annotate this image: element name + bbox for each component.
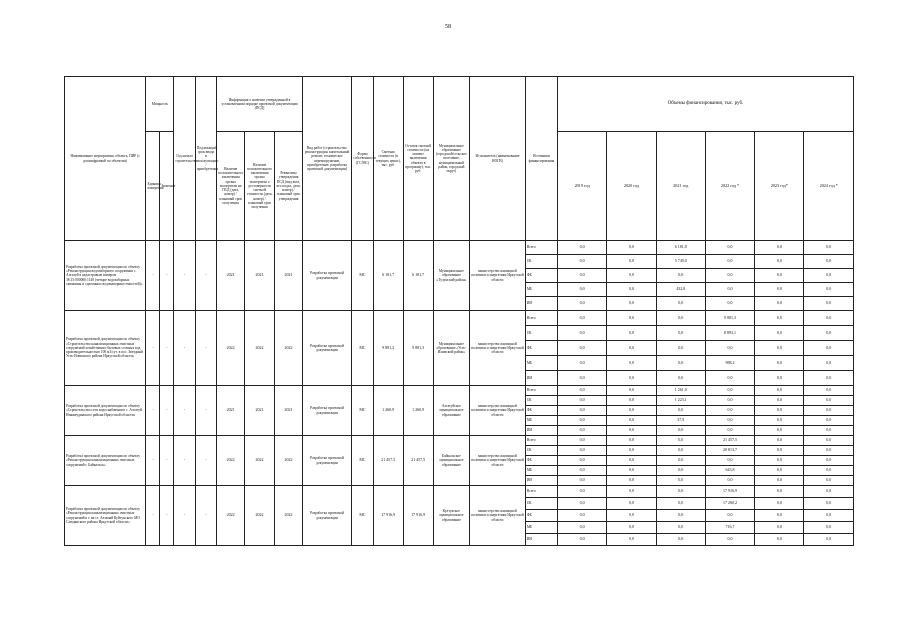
remaining: 6 181,7	[403, 241, 433, 311]
source-label: ИИ	[525, 534, 557, 546]
amount-cell: 0,0	[607, 534, 656, 546]
financing-table	[64, 76, 854, 546]
amount-cell: 0,0	[607, 446, 656, 456]
amount-cell: 0,0	[804, 241, 854, 255]
amount-cell: 988,2	[705, 356, 754, 371]
col-municipality: Муниципальное образование (городской/сельское поселение, муниципальный район, городской округ)	[433, 77, 469, 241]
amount-cell: 0,0	[705, 241, 754, 255]
amount-cell: 0,0	[804, 456, 854, 466]
col-psd-cost: Наличие положительного заключения органа экспертизы о достоверности сметной стоимости (дата, номер) / плановый срок получения	[245, 132, 275, 241]
amount-cell: 0,0	[607, 297, 656, 311]
amount-cell: 0,0	[705, 297, 754, 311]
source-label: МБ	[525, 522, 557, 534]
source-label: ОБ	[525, 255, 557, 269]
amount-cell: 0,0	[607, 269, 656, 283]
amount-cell: 0,0	[656, 466, 705, 476]
amount-cell: 21 457,5	[705, 436, 754, 446]
amount-cell: 0,0	[557, 446, 606, 456]
amount-cell: 0,0	[607, 356, 656, 371]
amount-cell: 0,0	[804, 436, 854, 446]
source-label: ОБ	[525, 498, 557, 510]
amount-cell: 0,0	[656, 297, 705, 311]
amount-cell: 0,0	[755, 510, 804, 522]
col-capacity-unit: Единица измерения	[146, 132, 160, 241]
source-label: Всего	[525, 386, 557, 396]
amount-cell: 0,0	[804, 466, 854, 476]
amount-cell: 0,0	[755, 283, 804, 297]
amount-cell: 0,0	[607, 241, 656, 255]
table-row	[65, 436, 854, 446]
amount-cell: 0,0	[557, 356, 606, 371]
amount-cell: 0,0	[705, 476, 754, 486]
amount-cell: 0,0	[705, 406, 754, 416]
amount-cell: 17 916,9	[705, 486, 754, 498]
amount-cell: 0,0	[607, 396, 656, 406]
amount-cell: 0,0	[804, 498, 854, 510]
psd-approval: 2021	[275, 241, 303, 311]
year-deadline: -	[195, 311, 216, 386]
amount-cell: 17 200,2	[705, 498, 754, 510]
amount-cell: 0,0	[607, 386, 656, 396]
amount-cell: 0,0	[557, 534, 606, 546]
source-label: ИИ	[525, 476, 557, 486]
amount-cell: 0,0	[656, 269, 705, 283]
amount-cell: 0,0	[557, 297, 606, 311]
amount-cell: 716,7	[705, 522, 754, 534]
capacity-unit: -	[146, 436, 160, 486]
capacity-value: -	[160, 486, 174, 546]
year-start: -	[174, 486, 195, 546]
source-label: ОБ	[525, 326, 557, 341]
amount-cell: 8 893,1	[705, 326, 754, 341]
col-name: Наименование мероприятия, объекта, ПИР (с расшифровкой по объектам)	[65, 77, 146, 241]
estimate: 21 457,5	[373, 436, 403, 486]
capacity-unit: -	[146, 386, 160, 436]
executor: министерство жилищной политики и энергетики Иркутской области	[470, 436, 526, 486]
amount-cell: 0,0	[656, 446, 705, 456]
amount-cell: 0,0	[557, 510, 606, 522]
col-year-2022: 2022 год *	[705, 132, 754, 241]
amount-cell: 0,0	[607, 466, 656, 476]
capacity-value: -	[160, 311, 174, 386]
municipality: Алгатуйское муниципальное образование	[433, 386, 469, 436]
table-row	[65, 311, 854, 326]
amount-cell: 0,0	[557, 241, 606, 255]
amount-cell: 0,0	[804, 396, 854, 406]
amount-cell: 0,0	[607, 283, 656, 297]
municipality: Муниципальное образование «Тулунский район»	[433, 241, 469, 311]
amount-cell: 0,0	[557, 486, 606, 498]
amount-cell: 0,0	[656, 341, 705, 356]
object-name: Разработка проектной документации по объекту «Реконструкция водозаборного сооружения с. Алгатуй в кадастровым номером 38:15:000000:1148 (четыре водозаборных скважины и сдвоенных водонапорных емкостей)»	[65, 241, 146, 311]
source-label: ФБ	[525, 510, 557, 522]
work-type: Разработка проектной документации	[302, 241, 351, 311]
amount-cell: 0,0	[804, 326, 854, 341]
amount-cell: 0,0	[804, 534, 854, 546]
col-sources: Источники финансирования	[525, 77, 557, 241]
col-executor: Исполнитель (наименование ИОГВ)	[470, 77, 526, 241]
amount-cell: 0,0	[557, 269, 606, 283]
source-label: Всего	[525, 311, 557, 326]
psd-approval: 2021	[275, 386, 303, 436]
work-type: Разработка проектной документации	[302, 311, 351, 386]
psd-expertise: 2021	[217, 241, 245, 311]
estimate: 6 181,7	[373, 241, 403, 311]
year-deadline: -	[195, 241, 216, 311]
capacity-value: -	[160, 386, 174, 436]
amount-cell: 0,0	[557, 386, 606, 396]
year-deadline: -	[195, 436, 216, 486]
psd-cost: 2021	[245, 241, 275, 311]
executor: министерство жилищной политики и энергетики Иркутской области	[470, 386, 526, 436]
executor: министерство жилищной политики и энергетики Иркутской области	[470, 241, 526, 311]
ownership: МС	[352, 311, 373, 386]
amount-cell: 0,0	[656, 456, 705, 466]
amount-cell: 0,0	[557, 371, 606, 386]
year-start: -	[174, 311, 195, 386]
amount-cell: 20 813,7	[705, 446, 754, 456]
col-financing: Объемы финансирования, тыс. руб.	[557, 77, 853, 132]
col-remaining: Остаток сметной стоимости (на момент включения объекта в программу), тыс. руб.	[403, 77, 433, 241]
amount-cell: 0,0	[755, 311, 804, 326]
amount-cell: 0,0	[804, 426, 854, 436]
source-label: Всего	[525, 436, 557, 446]
col-year-2020: 2020 год	[607, 132, 656, 241]
amount-cell: 0,0	[656, 426, 705, 436]
amount-cell: 0,0	[804, 476, 854, 486]
amount-cell: 0,0	[656, 406, 705, 416]
amount-cell: 0,0	[656, 522, 705, 534]
amount-cell: 0,0	[656, 476, 705, 486]
amount-cell: 0,0	[755, 269, 804, 283]
psd-approval: 2022	[275, 486, 303, 546]
remaining: 17 916,9	[403, 486, 433, 546]
amount-cell: 0,0	[755, 436, 804, 446]
amount-cell: 0,0	[705, 396, 754, 406]
year-start: -	[174, 386, 195, 436]
amount-cell: 0,0	[607, 416, 656, 426]
page-number: 58	[445, 24, 451, 30]
amount-cell: 0,0	[705, 269, 754, 283]
amount-cell: 643,8	[705, 466, 754, 476]
col-capacity: Мощность	[146, 77, 174, 132]
amount-cell: 0,0	[804, 386, 854, 396]
col-year-2024: 2024 год *	[804, 132, 854, 241]
amount-cell: 0,0	[607, 498, 656, 510]
amount-cell: 0,0	[755, 476, 804, 486]
amount-cell: 0,0	[607, 510, 656, 522]
amount-cell: 1 223,1	[656, 396, 705, 406]
psd-cost: 2022	[245, 436, 275, 486]
col-ownership: Форма собственности (ГС/МС)	[352, 77, 373, 241]
capacity-unit: -	[146, 241, 160, 311]
amount-cell: 0,0	[804, 371, 854, 386]
amount-cell: 0,0	[755, 466, 804, 476]
psd-expertise: 2021	[217, 386, 245, 436]
amount-cell: 0,0	[755, 371, 804, 386]
amount-cell: 0,0	[755, 406, 804, 416]
amount-cell: 0,0	[804, 406, 854, 416]
amount-cell: 0,0	[755, 426, 804, 436]
object-name: Разработка проектной документации по объекту «Реконструкция канализационных очистных сооружений в г. на ст. Алзамай Куйтунского МО Слюдянского района Иркутской области»	[65, 486, 146, 546]
amount-cell: 0,0	[755, 386, 804, 396]
amount-cell: 0,0	[656, 486, 705, 498]
amount-cell: 0,0	[804, 297, 854, 311]
amount-cell: 0,0	[755, 326, 804, 341]
amount-cell: 0,0	[607, 486, 656, 498]
year-deadline: -	[195, 386, 216, 436]
col-capacity-value: Значение	[160, 132, 174, 241]
amount-cell: 0,0	[804, 255, 854, 269]
amount-cell: 0,0	[557, 498, 606, 510]
table-row	[65, 241, 854, 255]
work-type: Разработка проектной документации	[302, 386, 351, 436]
amount-cell: 0,0	[557, 283, 606, 297]
amount-cell: 0,0	[804, 356, 854, 371]
amount-cell: 0,0	[656, 534, 705, 546]
amount-cell: 0,0	[755, 456, 804, 466]
amount-cell: 0,0	[755, 486, 804, 498]
object-name: Разработка проектной документации по объекту «Строительство сети водоснабжения в с. Алгатуй Нижнеудинского района Иркутской области»	[65, 386, 146, 436]
amount-cell: 0,0	[607, 426, 656, 436]
table-header	[65, 77, 854, 241]
estimate: 17 916,9	[373, 486, 403, 546]
amount-cell: 0,0	[607, 476, 656, 486]
capacity-unit: -	[146, 311, 160, 386]
amount-cell: 0,0	[557, 396, 606, 406]
col-psd-expertise: Наличие положительного заключения органа экспертизы на ПСД (дата, номер) / плановый срок получения	[217, 132, 245, 241]
amount-cell: 0,0	[755, 534, 804, 546]
amount-cell: 0,0	[557, 255, 606, 269]
capacity-unit: -	[146, 486, 160, 546]
amount-cell: 0,0	[557, 426, 606, 436]
amount-cell: 0,0	[804, 311, 854, 326]
amount-cell: 0,0	[755, 297, 804, 311]
psd-cost: 2022	[245, 311, 275, 386]
source-label: ОБ	[525, 396, 557, 406]
amount-cell: 0,0	[755, 356, 804, 371]
remaining: 21 457,5	[403, 436, 433, 486]
source-label: ИИ	[525, 426, 557, 436]
amount-cell: 6 181,8	[656, 241, 705, 255]
amount-cell: 0,0	[755, 416, 804, 426]
col-work-type: Вид работ (строительство, реконструкция, капитальный ремонт, техническое перевооружение, приобретение, разработка проектной документации)	[302, 77, 351, 241]
psd-cost: 2021	[245, 386, 275, 436]
year-start: -	[174, 436, 195, 486]
amount-cell: 0,0	[656, 311, 705, 326]
executor: министерство жилищной политики и энергетики Иркутской области	[470, 486, 526, 546]
psd-approval: 2022	[275, 436, 303, 486]
amount-cell: 0,0	[755, 522, 804, 534]
amount-cell: 0,0	[557, 311, 606, 326]
amount-cell: 432,8	[656, 283, 705, 297]
col-year-2019: 2019 год	[557, 132, 606, 241]
source-label: ИИ	[525, 297, 557, 311]
remaining: 1 260,9	[403, 386, 433, 436]
source-label: МБ	[525, 466, 557, 476]
col-year-2021: 2021 год	[656, 132, 705, 241]
amount-cell: 0,0	[804, 341, 854, 356]
amount-cell: 0,0	[557, 456, 606, 466]
source-label: Всего	[525, 486, 557, 498]
amount-cell: 0,0	[705, 255, 754, 269]
amount-cell: 0,0	[804, 416, 854, 426]
amount-cell: 0,0	[607, 436, 656, 446]
amount-cell: 0,0	[557, 406, 606, 416]
municipality: Байкальское муниципальное образование	[433, 436, 469, 486]
object-name: Разработка проектной документации по объекту «Реконструкция канализационных очистных сооружений г. Байкальск»	[65, 436, 146, 486]
ownership: МС	[352, 241, 373, 311]
amount-cell: 0,0	[557, 522, 606, 534]
amount-cell: 0,0	[607, 456, 656, 466]
amount-cell: 0,0	[804, 446, 854, 456]
amount-cell: 0,0	[656, 326, 705, 341]
ownership: МС	[352, 386, 373, 436]
amount-cell: 0,0	[557, 416, 606, 426]
amount-cell: 0,0	[804, 510, 854, 522]
amount-cell: 0,0	[755, 241, 804, 255]
amount-cell: 0,0	[705, 426, 754, 436]
amount-cell: 9 881,3	[705, 311, 754, 326]
capacity-value: -	[160, 436, 174, 486]
table-body	[65, 241, 854, 546]
amount-cell: 0,0	[607, 326, 656, 341]
psd-expertise: 2022	[217, 436, 245, 486]
amount-cell: 0,0	[755, 446, 804, 456]
col-year-start: Год начала строительства	[174, 77, 195, 241]
amount-cell: 0,0	[607, 341, 656, 356]
amount-cell: 0,0	[705, 341, 754, 356]
psd-expertise: 2022	[217, 486, 245, 546]
amount-cell: 0,0	[656, 356, 705, 371]
col-year-2023: 2023 год*	[755, 132, 804, 241]
amount-cell: 0,0	[804, 522, 854, 534]
work-type: Разработка проектной документации	[302, 486, 351, 546]
amount-cell: 0,0	[705, 386, 754, 396]
col-deadline: Подлежащий срок ввода в эксплуатацию / приобретения	[195, 77, 216, 241]
amount-cell: 0,0	[804, 269, 854, 283]
amount-cell: 0,0	[656, 436, 705, 446]
amount-cell: 0,0	[705, 510, 754, 522]
amount-cell: 0,0	[607, 371, 656, 386]
amount-cell: 0,0	[656, 510, 705, 522]
amount-cell: 0,0	[755, 498, 804, 510]
amount-cell: 0,0	[755, 341, 804, 356]
amount-cell: 0,0	[557, 436, 606, 446]
col-estimate: Сметная стоимость (в текущих ценах), тыс. руб.	[373, 77, 403, 241]
col-psd-info: Информация о наличии утвержденной в установленном порядке проектной документации (ПСД)	[217, 77, 303, 132]
object-name: Разработка проектной документации по объекту «Строительство канализационных очистных сооружений хозяйственно-бытовых сточных вод производительностью 100 м3/сут. в пос. Звездный Усть-Илимского района Иркутской области»	[65, 311, 146, 386]
source-label: ФБ	[525, 341, 557, 356]
estimate: 1 260,9	[373, 386, 403, 436]
remaining: 9 881,3	[403, 311, 433, 386]
amount-cell: 0,0	[557, 476, 606, 486]
amount-cell: 0,0	[705, 534, 754, 546]
amount-cell: 0,0	[755, 396, 804, 406]
amount-cell: 0,0	[755, 255, 804, 269]
executor: министерство жилищной политики и энергетики Иркутской области	[470, 311, 526, 386]
table-row	[65, 386, 854, 396]
amount-cell: 0,0	[804, 486, 854, 498]
amount-cell: 0,0	[705, 456, 754, 466]
amount-cell: 0,0	[557, 466, 606, 476]
amount-cell: 5 749,0	[656, 255, 705, 269]
capacity-value: -	[160, 241, 174, 311]
col-psd-approval: Реквизиты утверждения ПСД (вид акта, кто подал, дата, номер) / плановый срок утверждения	[275, 132, 303, 241]
psd-expertise: 2022	[217, 311, 245, 386]
municipality: Муниципальное образование «Усть-Илимский район»	[433, 311, 469, 386]
source-label: Всего	[525, 241, 557, 255]
source-label: ФБ	[525, 406, 557, 416]
ownership: МС	[352, 436, 373, 486]
amount-cell: 0,0	[705, 416, 754, 426]
year-start: -	[174, 241, 195, 311]
psd-approval: 2022	[275, 311, 303, 386]
ownership: МС	[352, 486, 373, 546]
source-label: МБ	[525, 416, 557, 426]
amount-cell: 0,0	[607, 522, 656, 534]
source-label: ФБ	[525, 269, 557, 283]
amount-cell: 37,9	[656, 416, 705, 426]
source-label: МБ	[525, 356, 557, 371]
amount-cell: 0,0	[656, 498, 705, 510]
amount-cell: 0,0	[705, 371, 754, 386]
amount-cell: 0,0	[607, 255, 656, 269]
estimate: 9 881,3	[373, 311, 403, 386]
amount-cell: 0,0	[705, 283, 754, 297]
source-label: ИИ	[525, 371, 557, 386]
amount-cell: 1 261,0	[656, 386, 705, 396]
amount-cell: 0,0	[607, 311, 656, 326]
source-label: ОБ	[525, 446, 557, 456]
source-label: ФБ	[525, 456, 557, 466]
work-type: Разработка проектной документации	[302, 436, 351, 486]
source-label: МБ	[525, 283, 557, 297]
psd-cost: 2022	[245, 486, 275, 546]
municipality: Култукское муниципальное образование	[433, 486, 469, 546]
amount-cell: 0,0	[557, 341, 606, 356]
amount-cell: 0,0	[607, 406, 656, 416]
year-deadline: -	[195, 486, 216, 546]
amount-cell: 0,0	[804, 283, 854, 297]
table-row	[65, 486, 854, 498]
amount-cell: 0,0	[557, 326, 606, 341]
amount-cell: 0,0	[656, 371, 705, 386]
